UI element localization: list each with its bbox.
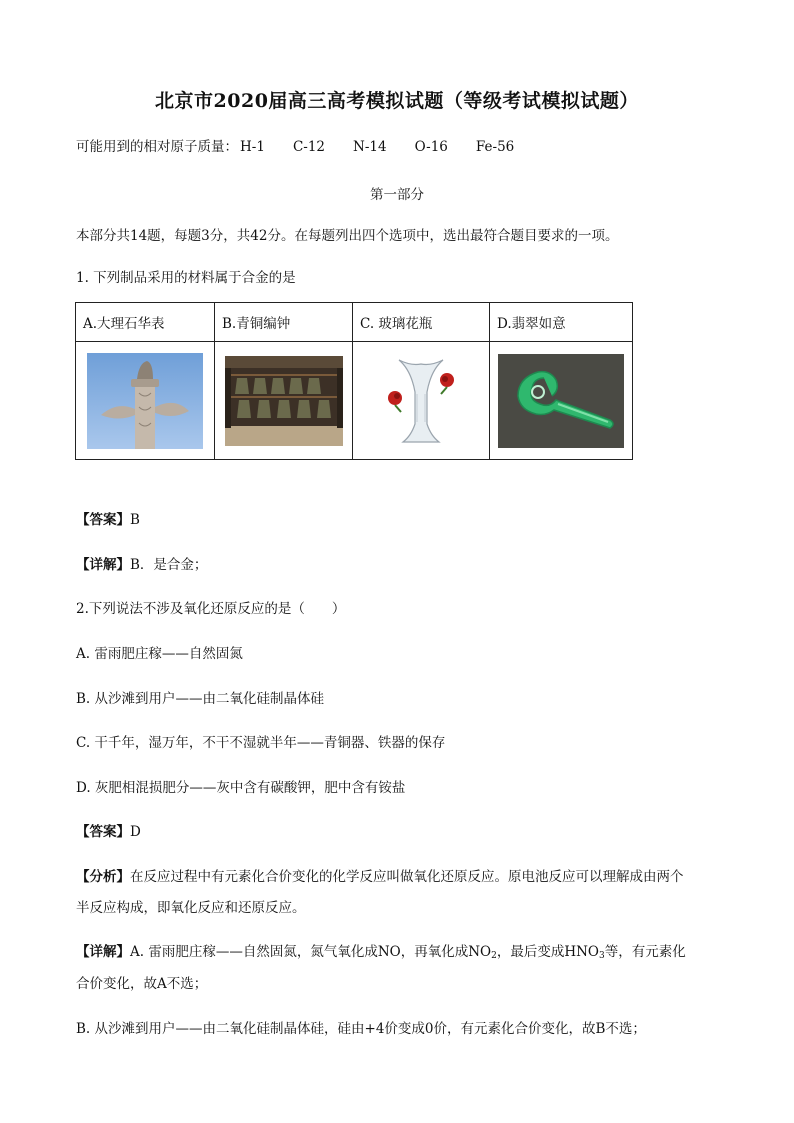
q2-option-b: B. 从沙滩到用户——由二氧化硅制晶体硅 [76,691,325,707]
q1-detail [76,556,207,574]
q1-detail-text: B．是合金； [130,557,208,573]
option-a-label: A.大理石华表 [76,303,215,342]
bronze-bells-icon [225,356,343,446]
q2-detail-a-line-1 [76,943,686,961]
q1-answer [76,511,140,529]
q2-answer-tag: 【答案】 [76,824,130,840]
option-d-label: D.翡翠如意 [490,303,633,342]
option-c-image-cell [353,342,490,460]
q2-analysis-text-1: 在反应过程中有元素化合价变化的化学反应叫做氧化还原反应。原电池反应可以理解成由两个 [130,869,684,885]
page-title: 北京市2020届高三高考模拟试题（等级考试模拟试题） [155,90,639,112]
q1-detail-tag: 【详解】 [76,557,130,573]
q1-answer-tag: 【答案】 [76,512,130,528]
q2-detail-a-text-1: A. 雷雨肥庄稼——自然固氮，氮气氧化成NO，再氧化成NO [130,944,492,960]
question-1-options-table [75,302,633,460]
q2-option-a: A. 雷雨肥庄稼——自然固氮 [76,646,243,662]
option-d-image-cell [490,342,633,460]
glass-vase-icon [381,352,461,450]
q2-detail-a-text-2: ，最后变成HNO [496,944,599,960]
atomic-mass-fe: Fe-56 [475,139,515,155]
question-2-stem: 2.下列说法不涉及氧化还原反应的是（ ） [76,601,346,617]
jade-ruyi-icon [498,354,624,448]
q2-analysis-line-2: 半反应构成，即氧化反应和还原反应。 [76,900,306,916]
option-b-image-cell [215,342,353,460]
option-c-label: C. 玻璃花瓶 [353,303,490,342]
option-a-image-cell [76,342,215,460]
q2-detail-b: B. 从沙滩到用户——由二氧化硅制晶体硅，硅由+4价变成0价，有元素化合价变化，故B不选； [76,1021,646,1037]
q2-detail-a-sub-2: 3 [598,951,605,961]
atomic-mass-h: H-1 [240,139,265,155]
question-1-stem: 1. 下列制品采用的材料属于合金的是 [76,270,296,286]
q2-answer-value: D [130,824,141,840]
q2-analysis-tag: 【分析】 [76,869,130,885]
q2-detail-a-line-2: 合价变化，故A不选； [76,976,208,992]
option-b-label: B.青铜编钟 [215,303,353,342]
atomic-mass-o: O-16 [414,139,448,155]
atomic-masses [76,138,542,156]
q2-option-d: D. 灰肥相混损肥分——灰中含有碳酸钾，肥中含有铵盐 [76,780,406,796]
q2-analysis-line-1 [76,868,684,886]
marble-column-icon [87,353,203,449]
q2-option-c: C. 干千年，湿万年，不干不湿就半年——青铜器、铁器的保存 [76,735,446,751]
q2-detail-a-sub-1: 2 [491,951,497,961]
q2-detail-tag: 【详解】 [76,944,130,960]
atomic-mass-c: C-12 [292,139,326,155]
atomic-masses-label: 可能用到的相对原子质量： [76,139,238,155]
instructions: 本部分共14题，每题3分，共42分。在每题列出四个选项中，选出最符合题目要求的一项。 [76,228,619,244]
q2-detail-a-text-3: 等，有元素化 [604,944,686,960]
section-title: 第一部分 [370,187,424,203]
atomic-mass-n: N-14 [353,139,387,155]
q1-answer-value: B [130,512,140,528]
q2-answer [76,823,141,841]
